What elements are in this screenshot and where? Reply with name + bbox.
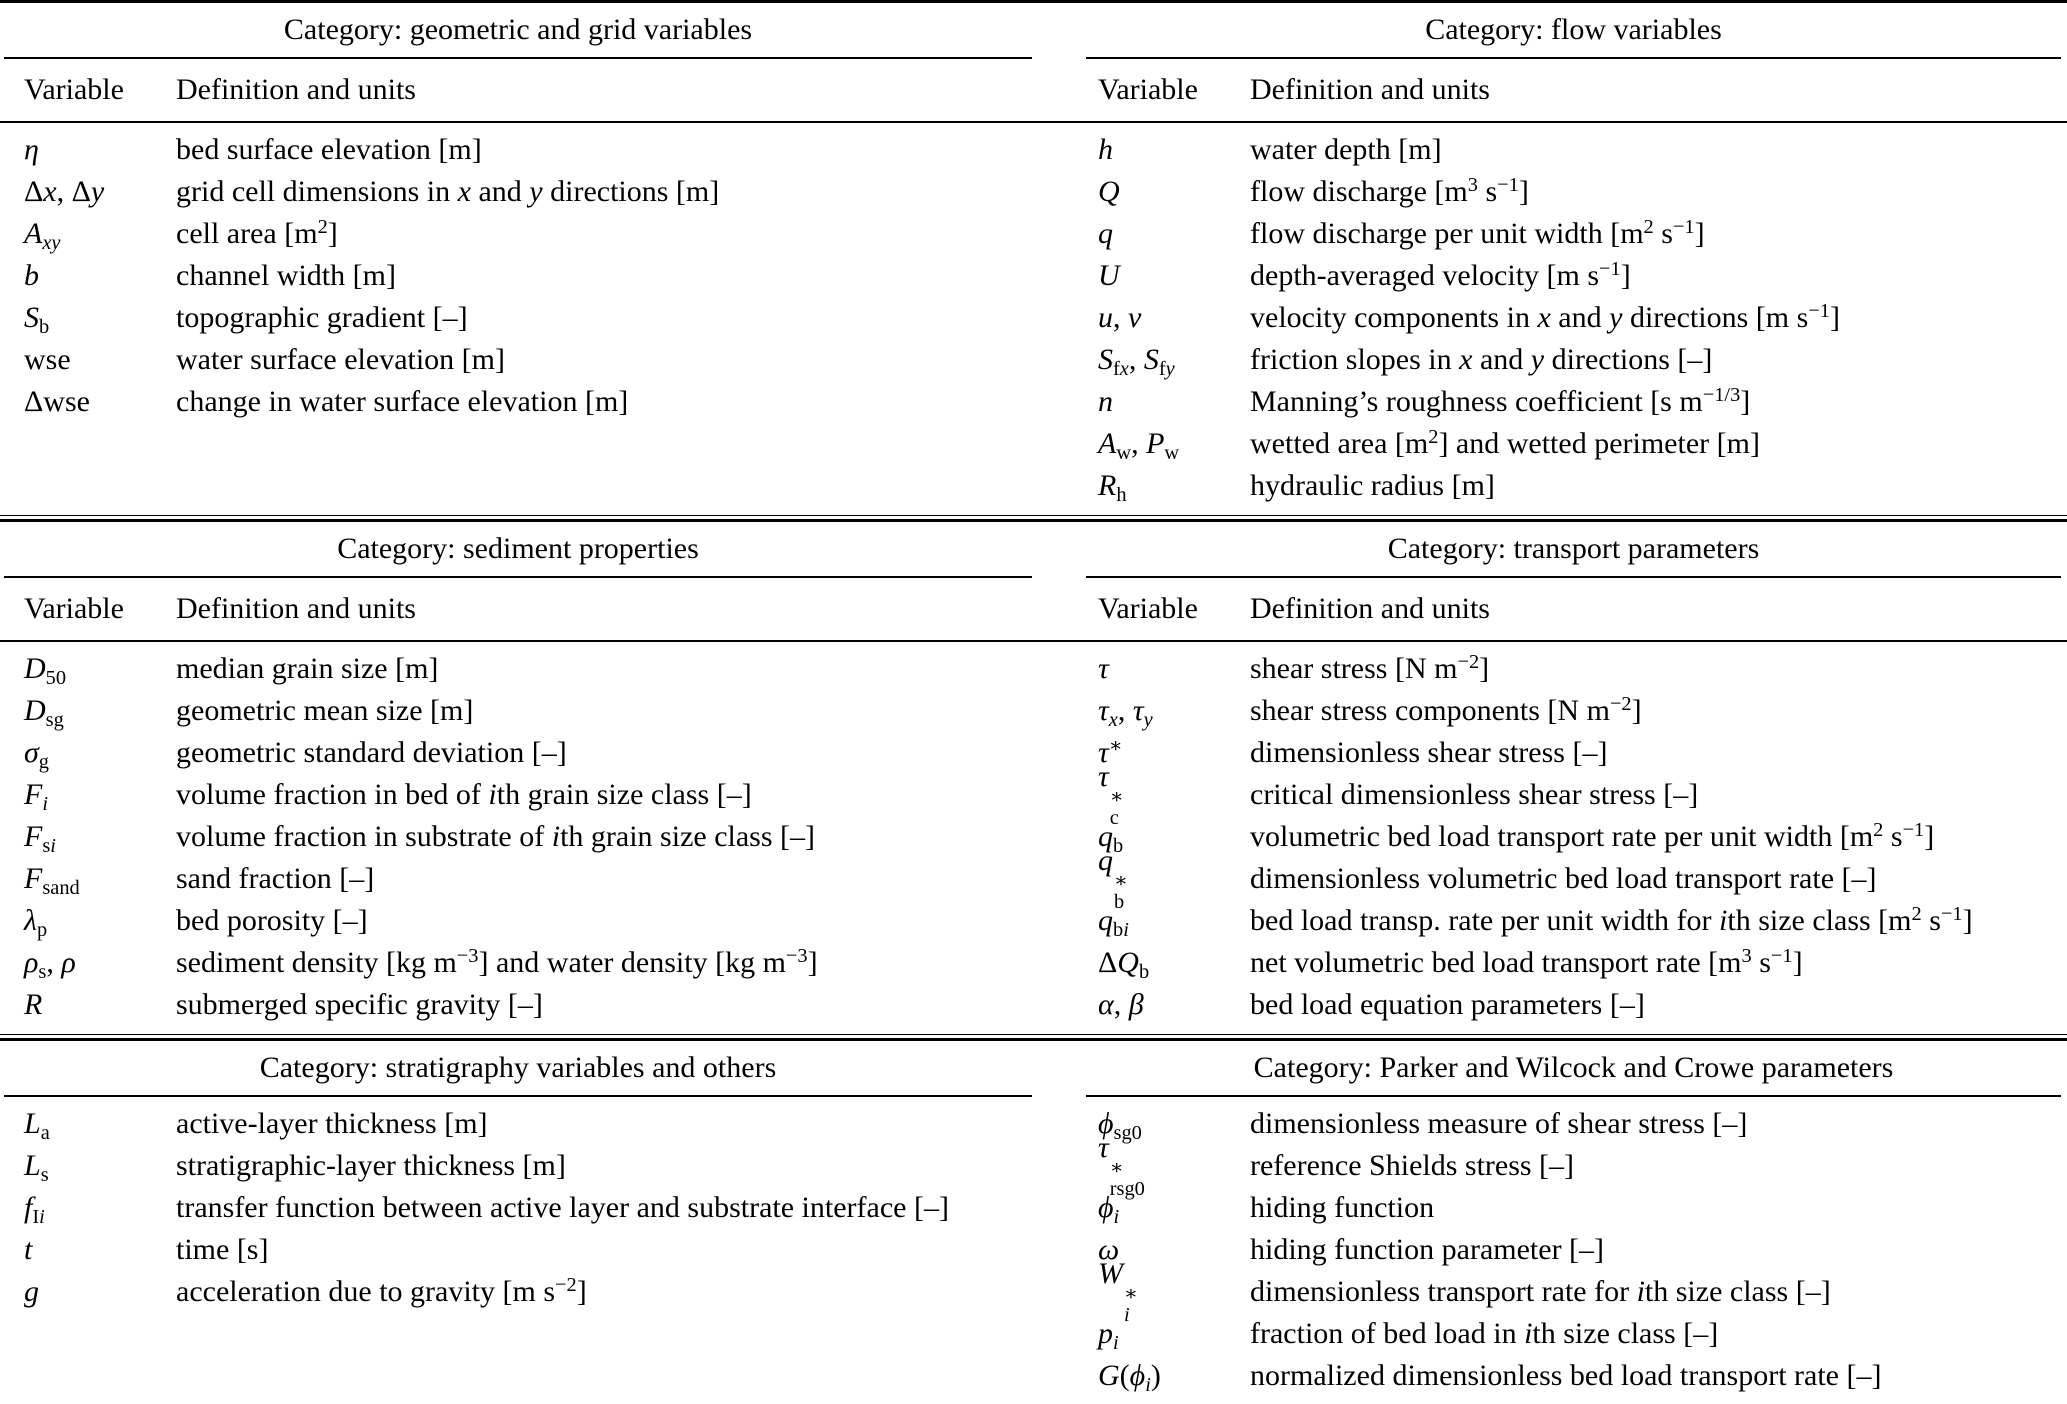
table-row [1098, 984, 2059, 1026]
table-row [24, 381, 1032, 423]
table-row [24, 171, 1032, 213]
variable-cell: $S_b$ [24, 301, 50, 338]
definition-cell: shear stress components [N $m^{-2}$] [1250, 692, 1642, 727]
category-title-transport: Category: transport parameters [1086, 522, 2061, 578]
definition-column-header: Definition and units [176, 73, 416, 106]
table-row [1098, 844, 2059, 914]
variable-cell: $A_{xy}$ [24, 217, 61, 254]
table-row [24, 774, 1032, 816]
definition-cell: time [s] [176, 1233, 269, 1266]
variable-cell: $\tau_x$, $\tau_y$ [1098, 694, 1153, 731]
variable-cell: $F_{sand}$ [24, 862, 80, 899]
table-row [1098, 648, 2059, 690]
definition-cell: friction slopes in x and y directions [–] [1250, 343, 1713, 376]
definition-cell: hiding function parameter [–] [1250, 1233, 1605, 1266]
section-band-2 [0, 522, 2067, 1034]
definition-cell: dimensionless volumetric bed load transport rate [–] [1250, 862, 1877, 895]
table-row [1098, 1131, 2059, 1201]
column-gap [1032, 522, 1086, 578]
definition-cell: volume fraction in substrate of ith grain size class [–] [176, 820, 815, 853]
definition-column-header: Definition and units [1250, 592, 1490, 625]
variable-column-header: Variable [1098, 592, 1198, 625]
variable-cell: τ∗ [1098, 734, 1123, 769]
table-row [24, 1229, 1032, 1271]
table-row [24, 1271, 1032, 1313]
flow-rows [1086, 129, 2067, 507]
rows-area [0, 1097, 2067, 1404]
definition-cell: geometric standard deviation [–] [176, 736, 567, 769]
column-header-row [0, 59, 2067, 123]
table-row [24, 129, 1032, 171]
geometric-grid-rows [0, 129, 1032, 423]
definition-cell: Manning’s roughness coefficient [s $m^{-1/3}$] [1250, 383, 1751, 418]
variable-column-header: Variable [24, 73, 124, 106]
definition-cell: stratigraphic-layer thickness [m] [176, 1149, 566, 1182]
section-divider-rule [0, 515, 2067, 522]
definition-cell: acceleration due to gravity [m $s^{-2}$] [176, 1273, 587, 1308]
parker-wilcock-crowe-rows [1086, 1103, 2067, 1397]
column-header-row [0, 578, 2067, 642]
variable-cell: Δwse [24, 385, 90, 418]
variable-cell: b [24, 259, 39, 292]
table-row [1098, 942, 2059, 984]
variable-cell: η [24, 133, 39, 166]
table-row [1098, 381, 2059, 423]
definition-cell: dimensionless shear stress [–] [1250, 736, 1608, 769]
section-band-3 [0, 1041, 2067, 1404]
transport-rows [1086, 648, 2067, 1026]
definition-cell: hydraulic radius [m] [1250, 469, 1495, 502]
variable-cell: $L_a$ [24, 1107, 50, 1144]
definition-cell: change in water surface elevation [m] [176, 385, 629, 418]
table-row [1098, 1313, 2059, 1355]
rows-area [0, 642, 2067, 1034]
table-row [24, 732, 1032, 774]
variable-cell: τ ∗ rsg0 [1098, 1131, 1145, 1201]
variable-cell: U [1098, 259, 1120, 292]
table-row [1098, 1257, 2059, 1327]
rows-area [0, 123, 2067, 515]
definition-cell: dimensionless measure of shear stress [–] [1250, 1107, 1748, 1140]
variable-cell: $G(\phi_i)$ [1098, 1359, 1161, 1396]
table-row [24, 648, 1032, 690]
table-row [24, 1145, 1032, 1187]
definition-cell: depth-averaged velocity [m $s^{-1}$] [1250, 257, 1631, 292]
table-row [1098, 760, 2059, 830]
definition-cell: fraction of bed load in ith size class [–] [1250, 1317, 1719, 1350]
variable-cell: $A_w$, $P_w$ [1098, 427, 1180, 464]
table-row [24, 1103, 1032, 1145]
definition-cell: flow discharge [$m^3$ $s^{-1}$] [1250, 173, 1529, 208]
definition-cell: reference Shields stress [–] [1250, 1149, 1575, 1182]
definition-cell: bed porosity [–] [176, 904, 368, 937]
variable-cell: $q_{bi}$ [1098, 904, 1129, 941]
table-row [24, 297, 1032, 339]
variable-cell: wse [24, 343, 71, 376]
variable-cell: α, β [1098, 988, 1144, 1021]
definition-cell: bed load equation parameters [–] [1250, 988, 1645, 1021]
table-row [1098, 339, 2059, 381]
variable-cell: $F_i$ [24, 778, 48, 815]
table-row [24, 255, 1032, 297]
variable-cell: $\rho_s$, ρ [24, 946, 76, 983]
variable-cell: τ [1098, 652, 1109, 685]
definition-cell: velocity components in x and y directions [m $s^{-1}$] [1250, 299, 1840, 334]
table-row [1098, 171, 2059, 213]
table-row [24, 213, 1032, 255]
variable-cell: h [1098, 133, 1113, 166]
variable-cell: $\phi_i$ [1098, 1191, 1120, 1228]
category-title-parker-wilcock-crowe: Category: Parker and Wilcock and Crowe parameters [1086, 1041, 2061, 1097]
variable-cell: $q_b$ [1098, 820, 1124, 857]
table-row [1098, 1355, 2059, 1397]
definition-cell: normalized dimensionless bed load transport rate [–] [1250, 1359, 1882, 1392]
definition-cell: bed load transp. rate per unit width for ith size class [$m^2$ $s^{-1}$] [1250, 902, 1973, 937]
variable-cell: $\lambda_p$ [24, 904, 48, 941]
definition-cell: grid cell dimensions in x and y directions [m] [176, 175, 720, 208]
sediment-rows [0, 648, 1032, 1026]
variable-cell: $p_i$ [1098, 1317, 1119, 1354]
variable-cell: $S_{fx}$, $S_{fy}$ [1098, 343, 1175, 380]
definition-cell: critical dimensionless shear stress [–] [1250, 778, 1699, 811]
stratigraphy-rows [0, 1103, 1032, 1313]
table-row [1098, 1187, 2059, 1229]
table-row [24, 1187, 1032, 1229]
definition-cell: water depth [m] [1250, 133, 1442, 166]
variable-cell: $f_{Ii}$ [24, 1191, 45, 1228]
definition-cell: sand fraction [–] [176, 862, 375, 895]
definition-cell: water surface elevation [m] [176, 343, 505, 376]
variable-cell: $R_h$ [1098, 469, 1127, 506]
definition-cell: net volumetric bed load transport rate [$m^3$ $s^{-1}$] [1250, 944, 1803, 979]
variable-cell: n [1098, 385, 1113, 418]
variable-cell: t [24, 1233, 33, 1266]
definition-cell: wetted area $[m^2]$ and wetted perimeter [m] [1250, 425, 1760, 460]
category-row [0, 522, 2067, 578]
variable-cell: $D_{sg}$ [24, 694, 64, 731]
category-row [0, 1041, 2067, 1097]
definition-cell: sediment density [kg $m^{-3}$] and water density [kg $m^{-3}$] [176, 944, 818, 979]
table-row [1098, 900, 2059, 942]
variable-cell: Δx, Δy [24, 175, 105, 208]
table-row [24, 339, 1032, 381]
variable-cell: g [24, 1275, 39, 1308]
variable-cell: τ ∗ c [1098, 760, 1124, 830]
column-gap [1032, 1041, 1086, 1097]
table-row [24, 984, 1032, 1026]
definition-cell: bed surface elevation [m] [176, 133, 482, 166]
definition-cell: volume fraction in bed of ith grain size class [–] [176, 778, 752, 811]
table-row [1098, 297, 2059, 339]
definition-column-header: Definition and units [176, 592, 416, 625]
variable-cell: Q [1098, 175, 1120, 208]
table-row [1098, 255, 2059, 297]
definition-cell: active-layer thickness [m] [176, 1107, 488, 1140]
table-row [1098, 423, 2059, 465]
variable-cell: q ∗ b [1098, 844, 1128, 914]
variable-cell: $F_{si}$ [24, 820, 56, 857]
category-title-stratigraphy: Category: stratigraphy variables and others [4, 1041, 1032, 1097]
definition-cell: channel width [m] [176, 259, 396, 292]
variable-cell: $\sigma_g$ [24, 736, 49, 773]
table-row [24, 942, 1032, 984]
definition-column-header: Definition and units [1250, 73, 1490, 106]
variable-cell: W ∗ i [1098, 1257, 1138, 1327]
variable-cell: $D_{50}$ [24, 652, 67, 689]
definition-cell: cell area $[m^2]$ [176, 215, 338, 250]
column-gap [1032, 3, 1086, 59]
variable-cell: u, v [1098, 301, 1142, 334]
table-row [24, 816, 1032, 858]
category-title-flow: Category: flow variables [1086, 3, 2061, 59]
definition-cell: median grain size [m] [176, 652, 439, 685]
table-row [1098, 465, 2059, 507]
definition-cell: topographic gradient [–] [176, 301, 468, 334]
table-row [1098, 213, 2059, 255]
definition-cell: flow discharge per unit width [$m^2$ $s^{-1}$] [1250, 215, 1705, 250]
definition-cell: dimensionless transport rate for ith size class [–] [1250, 1275, 1831, 1308]
table-row [1098, 690, 2059, 732]
table-row [24, 690, 1032, 732]
section-band-1 [0, 3, 2067, 515]
variable-cell: R [24, 988, 43, 1021]
variable-cell: $L_s$ [24, 1149, 49, 1186]
definition-cell: shear stress [N $m^{-2}$] [1250, 650, 1490, 685]
table-row [24, 858, 1032, 900]
variable-column-header: Variable [24, 592, 124, 625]
table-row [1098, 129, 2059, 171]
definition-cell: submerged specific gravity [–] [176, 988, 543, 1021]
category-title-sediment: Category: sediment properties [4, 522, 1032, 578]
definition-cell: geometric mean size [m] [176, 694, 474, 727]
definition-cell: volumetric bed load transport rate per unit width [$m^2$ $s^{-1}$] [1250, 818, 1935, 853]
table-row [24, 900, 1032, 942]
variable-cell: $\phi_{sg0}$ [1098, 1107, 1142, 1144]
variable-cell: ω [1098, 1233, 1120, 1266]
category-title-geometric-grid: Category: geometric and grid variables [4, 3, 1032, 59]
category-row [0, 3, 2067, 59]
definition-cell: hiding function [1250, 1191, 1435, 1224]
definition-cell: transfer function between active layer and substrate interface [–] [176, 1191, 949, 1224]
variable-cell: q [1098, 217, 1113, 250]
section-divider-rule [0, 1034, 2067, 1041]
variable-cell: $\Delta Q_b$ [1098, 946, 1150, 983]
variable-column-header: Variable [1098, 73, 1198, 106]
